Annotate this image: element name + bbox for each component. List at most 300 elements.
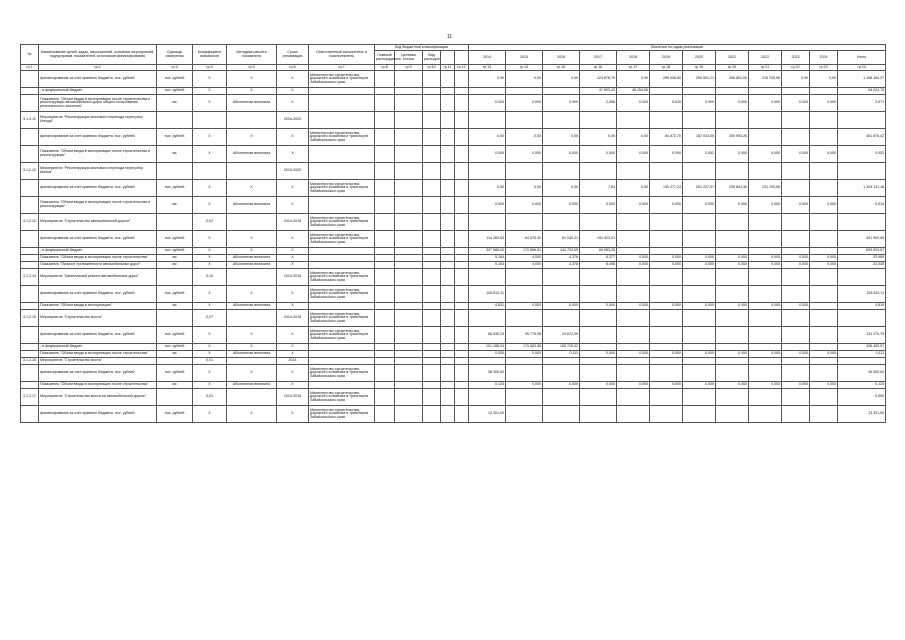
row-kbk-cell <box>375 382 395 389</box>
row-number <box>21 88 39 95</box>
row-unit: тыс. рублей <box>157 88 193 95</box>
row-value: 0,124 <box>838 382 886 389</box>
row-kbk-cell <box>375 365 395 382</box>
row-value: 0,000 <box>810 351 838 358</box>
row-unit: км <box>157 197 193 214</box>
row-value: 13 301,00 <box>469 406 506 423</box>
row-value <box>838 310 886 327</box>
row-kbk-cell <box>395 406 423 423</box>
row-value <box>716 358 749 365</box>
row-value: 0,015 <box>650 95 683 112</box>
row-coefficient: 0,15 <box>193 269 227 286</box>
row-value <box>580 358 617 365</box>
row-value: 61 040,21 <box>543 231 580 248</box>
row-value <box>782 163 810 180</box>
row-value: 0,000 <box>580 197 617 214</box>
header-name: Наименование целей, задач, мероприятий, основных мероприятий, подпрограмм, показателей, источников финансирования <box>39 45 157 65</box>
row-responsible: Министерство строительства, дорожного хозяйства и транспорта Забайкальского края <box>309 389 375 406</box>
row-kbk-cell <box>375 344 395 351</box>
row-value <box>469 269 506 286</box>
row-value: 131 170,79 <box>838 327 886 344</box>
row-value <box>782 406 810 423</box>
row-value: 0,000 <box>506 351 543 358</box>
column-number: гр.10 <box>423 65 441 71</box>
row-kbk-cell <box>395 389 423 406</box>
row-method: Абсолютная величина <box>227 95 277 112</box>
header-year: 2019 <box>650 51 683 65</box>
row-value <box>543 88 580 95</box>
row-description: финансирование за счет краевого бюджета, тыс. рублей <box>39 327 157 344</box>
row-kbk-cell <box>455 231 469 248</box>
row-value: 0,000 <box>650 262 683 269</box>
row-value: 0,00 <box>543 180 580 197</box>
row-responsible <box>309 255 375 262</box>
row-responsible <box>309 351 375 358</box>
row-value: 0,00 <box>469 71 506 88</box>
row-unit: тыс. рублей <box>157 286 193 303</box>
column-number: гр.13 <box>469 65 506 71</box>
row-value: 0,00 <box>617 129 650 146</box>
row-value <box>580 406 617 423</box>
row-value <box>543 112 580 129</box>
row-coefficient: X <box>193 255 227 262</box>
row-value: 13 301,00 <box>838 406 886 423</box>
row-value: 0,000 <box>810 95 838 112</box>
row-kbk-cell <box>455 365 469 382</box>
row-term: X <box>277 231 309 248</box>
row-value: 36 300,00 <box>838 365 886 382</box>
row-number <box>21 303 39 310</box>
row-value <box>838 269 886 286</box>
row-kbk-cell <box>455 112 469 129</box>
table-row <box>21 146 886 163</box>
row-value: 23,989 <box>838 255 886 262</box>
row-kbk-cell <box>375 95 395 112</box>
table-row <box>21 197 886 214</box>
row-kbk-cell <box>455 344 469 351</box>
row-value: 0,000 <box>749 382 782 389</box>
row-method <box>227 214 277 231</box>
header-kbk-2: Вид расходов <box>423 51 441 65</box>
row-kbk-cell <box>395 112 423 129</box>
header-year-values: Значения по годам реализации <box>469 45 886 51</box>
row-value: 0,000 <box>543 197 580 214</box>
row-term: X <box>277 382 309 389</box>
row-number <box>21 286 39 303</box>
row-description: Показатель "Объем ввода в эксплуатацию после строительства и реконструкции автомобильных дорог общего пользования регионального значения" <box>39 95 157 112</box>
row-value <box>617 344 650 351</box>
row-value: 231 705,56 <box>749 180 782 197</box>
row-value: 4,819 <box>838 303 886 310</box>
row-responsible <box>309 344 375 351</box>
row-value: 0,000 <box>506 197 543 214</box>
row-kbk-cell <box>423 112 441 129</box>
header-year: 2023 <box>782 51 810 65</box>
row-value <box>683 365 716 382</box>
header-kbk-0: Главный распорядитель <box>375 51 395 65</box>
row-value <box>580 344 617 351</box>
table-row <box>21 71 886 88</box>
row-coefficient <box>193 112 227 129</box>
row-kbk-cell <box>375 129 395 146</box>
row-value <box>617 163 650 180</box>
row-responsible <box>309 88 375 95</box>
column-number: гр.5 <box>227 65 277 71</box>
row-kbk-cell <box>395 71 423 88</box>
row-kbk-cell <box>441 248 455 255</box>
row-unit: км <box>157 382 193 389</box>
row-kbk-cell <box>395 262 423 269</box>
row-value <box>469 88 506 95</box>
column-number: гр.8 <box>375 65 395 71</box>
row-unit: тыс. рублей <box>157 71 193 88</box>
row-value: 251 227,07 <box>683 180 716 197</box>
row-kbk-cell <box>395 214 423 231</box>
row-kbk-cell <box>423 214 441 231</box>
table-row <box>21 255 886 262</box>
header-coefficient: Коэффициент значимости <box>193 45 227 65</box>
row-value <box>617 214 650 231</box>
row-value: 94 024,75 <box>838 88 886 95</box>
row-kbk-cell <box>455 180 469 197</box>
row-value: 0,000 <box>810 262 838 269</box>
row-coefficient: X <box>193 262 227 269</box>
row-value: 151 923,31 <box>580 231 617 248</box>
row-value <box>810 129 838 146</box>
row-value: 4,831 <box>469 303 506 310</box>
row-value <box>617 389 650 406</box>
row-responsible <box>309 248 375 255</box>
row-method: X <box>227 231 277 248</box>
row-value <box>716 269 749 286</box>
row-value <box>749 327 782 344</box>
row-kbk-cell <box>395 197 423 214</box>
row-value <box>716 389 749 406</box>
row-value: 0,000 <box>650 197 683 214</box>
row-value: 0,000 <box>580 351 617 358</box>
row-unit: тыс. рублей <box>157 327 193 344</box>
row-value <box>650 327 683 344</box>
row-value: 0,000 <box>716 382 749 389</box>
column-number: гр.24 <box>838 65 886 71</box>
header-year: 2024 <box>810 51 838 65</box>
row-kbk-cell <box>455 389 469 406</box>
table-row <box>21 286 886 303</box>
column-number: гр.14 <box>506 65 543 71</box>
row-kbk-cell <box>375 197 395 214</box>
table-row <box>21 358 886 365</box>
row-kbk-cell <box>395 351 423 358</box>
row-description: финансирование за счет краевого бюджета, тыс. рублей <box>39 406 157 423</box>
row-value <box>580 365 617 382</box>
row-value: 105 810,11 <box>838 286 886 303</box>
row-kbk-cell <box>455 358 469 365</box>
column-number: гр.22 <box>782 65 810 71</box>
row-kbk-cell <box>423 327 441 344</box>
row-value <box>506 358 543 365</box>
row-value: 0,052 <box>683 146 716 163</box>
row-unit: км <box>157 146 193 163</box>
row-coefficient: X <box>193 231 227 248</box>
row-value <box>716 406 749 423</box>
row-responsible <box>309 303 375 310</box>
header-year: 2017 <box>580 51 617 65</box>
row-value <box>749 214 782 231</box>
row-kbk-cell <box>423 344 441 351</box>
row-value: 0,000 <box>683 255 716 262</box>
row-number: 3.1.2.17 <box>21 389 39 406</box>
row-kbk-cell <box>375 146 395 163</box>
table-row <box>21 214 886 231</box>
row-value: 47 893,42 <box>580 88 617 95</box>
row-value <box>469 358 506 365</box>
row-value: 0,000 <box>683 95 716 112</box>
row-kbk-cell <box>375 248 395 255</box>
row-value: 0,000 <box>782 146 810 163</box>
row-kbk-cell <box>375 180 395 197</box>
row-kbk-cell <box>423 406 441 423</box>
row-value: 0,000 <box>543 95 580 112</box>
row-kbk-cell <box>395 180 423 197</box>
row-kbk-cell <box>395 310 423 327</box>
row-responsible <box>309 197 375 214</box>
row-responsible <box>309 163 375 180</box>
row-value: 0,00 <box>506 180 543 197</box>
header-year: 2018 <box>617 51 650 65</box>
header-year: 2014 <box>469 51 506 65</box>
row-kbk-cell <box>423 129 441 146</box>
row-number <box>21 248 39 255</box>
row-value <box>838 214 886 231</box>
row-responsible: Министерство строительства, дорожного хозяйства и транспорта Забайкальского края <box>309 71 375 88</box>
row-value: 0,000 <box>650 351 683 358</box>
row-value: 0,000 <box>716 197 749 214</box>
row-kbk-cell <box>441 163 455 180</box>
row-value: 36 300,00 <box>469 365 506 382</box>
table-row <box>21 389 886 406</box>
row-number <box>21 197 39 214</box>
row-method: X <box>227 71 277 88</box>
row-responsible: Министерство строительства, дорожного хозяйства и транспорта Забайкальского края <box>309 310 375 327</box>
column-number: гр.17 <box>617 65 650 71</box>
row-method: Абсолютная величина <box>227 262 277 269</box>
table-row <box>21 351 886 358</box>
row-value: 0,000 <box>506 382 543 389</box>
row-kbk-cell <box>455 303 469 310</box>
row-value <box>580 327 617 344</box>
row-value: 0,000 <box>782 197 810 214</box>
row-term: 2014-2016 <box>277 389 309 406</box>
row-kbk-cell <box>375 269 395 286</box>
row-kbk-cell <box>455 382 469 389</box>
row-responsible: Министерство строительства, дорожного хозяйства и транспорта Забайкальского края <box>309 365 375 382</box>
row-value: 0,000 <box>749 146 782 163</box>
row-value <box>810 88 838 95</box>
row-description: Мероприятие "Строительство моста" <box>39 310 157 327</box>
table-row <box>21 231 886 248</box>
row-term: X <box>277 344 309 351</box>
row-value: 0,000 <box>506 303 543 310</box>
row-coefficient: 0,01 <box>193 358 227 365</box>
row-value <box>650 358 683 365</box>
row-kbk-cell <box>441 146 455 163</box>
row-term: X <box>277 351 309 358</box>
row-value <box>716 286 749 303</box>
row-value <box>810 163 838 180</box>
row-number <box>21 327 39 344</box>
page-number: 11 <box>447 34 453 40</box>
row-value <box>810 310 838 327</box>
row-kbk-cell <box>395 255 423 262</box>
row-value: 693 903,57 <box>838 248 886 255</box>
row-kbk-cell <box>441 71 455 88</box>
row-description: финансирование за счет краевого бюджета, тыс. рублей <box>39 365 157 382</box>
row-method: X <box>227 344 277 351</box>
row-value <box>749 248 782 255</box>
row-value <box>683 389 716 406</box>
column-number: гр.11 <box>441 65 455 71</box>
row-unit: тыс. рублей <box>157 180 193 197</box>
row-value <box>749 231 782 248</box>
column-number: гр.2 <box>39 65 157 71</box>
row-value <box>810 358 838 365</box>
row-value: 0,014 <box>838 197 886 214</box>
row-value: 24 672,99 <box>543 327 580 344</box>
row-value: 451 876,42 <box>838 129 886 146</box>
row-value: 426 453,97 <box>838 344 886 351</box>
row-kbk-cell <box>441 262 455 269</box>
row-value: 0,000 <box>617 351 650 358</box>
row-kbk-cell <box>375 327 395 344</box>
row-kbk-cell <box>423 146 441 163</box>
row-unit: км <box>157 95 193 112</box>
row-kbk-cell <box>441 389 455 406</box>
column-number: гр.16 <box>580 65 617 71</box>
row-value <box>810 112 838 129</box>
row-kbk-cell <box>375 71 395 88</box>
row-value: 0,00 <box>617 180 650 197</box>
row-value <box>469 310 506 327</box>
row-kbk-cell <box>441 365 455 382</box>
row-value <box>650 269 683 286</box>
row-value: 0,000 <box>650 146 683 163</box>
row-value: 8,458 <box>580 262 617 269</box>
header-year: 2015 <box>506 51 543 65</box>
header-method: Методика расчета показателя <box>227 45 277 65</box>
row-unit <box>157 358 193 365</box>
row-value <box>782 269 810 286</box>
row-unit: тыс. рублей <box>157 231 193 248</box>
row-value <box>469 214 506 231</box>
row-kbk-cell <box>455 406 469 423</box>
row-description: финансирование за счет краевого бюджета, тыс. рублей <box>39 129 157 146</box>
row-description: финансирование за счет краевого бюджета, тыс. рублей <box>39 180 157 197</box>
row-coefficient: X <box>193 327 227 344</box>
row-value <box>810 389 838 406</box>
row-coefficient: X <box>193 95 227 112</box>
row-value: 0,000 <box>749 351 782 358</box>
column-number: гр.15 <box>543 65 580 71</box>
row-value: 0,000 <box>749 262 782 269</box>
row-value <box>716 231 749 248</box>
row-value <box>543 389 580 406</box>
row-unit <box>157 214 193 231</box>
row-method <box>227 112 277 129</box>
row-kbk-cell <box>395 88 423 95</box>
row-value: 391 902,55 <box>838 231 886 248</box>
row-value: 0,000 <box>716 303 749 310</box>
row-kbk-cell <box>395 344 423 351</box>
row-value <box>617 112 650 129</box>
row-kbk-cell <box>441 303 455 310</box>
row-unit: тыс. рублей <box>157 365 193 382</box>
row-kbk-cell <box>395 382 423 389</box>
row-value <box>650 214 683 231</box>
column-number: гр.4 <box>193 65 227 71</box>
row-coefficient: X <box>193 180 227 197</box>
row-coefficient: X <box>193 88 227 95</box>
row-term: X <box>277 146 309 163</box>
row-term: 2014-2016 <box>277 310 309 327</box>
program-table <box>20 44 886 423</box>
row-value: 0,000 <box>683 303 716 310</box>
header-year: 2021 <box>716 51 749 65</box>
table-row <box>21 327 886 344</box>
row-kbk-cell <box>441 310 455 327</box>
row-value: 4,376 <box>543 255 580 262</box>
row-value: 1 198 164,27 <box>838 71 886 88</box>
row-value: 0,000 <box>617 146 650 163</box>
row-value <box>469 163 506 180</box>
row-value <box>543 358 580 365</box>
row-value: 0,000 <box>810 382 838 389</box>
row-value <box>683 112 716 129</box>
row-value: 0,000 <box>716 351 749 358</box>
row-coefficient: X <box>193 71 227 88</box>
row-kbk-cell <box>455 286 469 303</box>
row-value <box>810 327 838 344</box>
row-kbk-cell <box>441 255 455 262</box>
row-term: X <box>277 95 309 112</box>
row-value: 0,00 <box>543 71 580 88</box>
row-kbk-cell <box>395 327 423 344</box>
row-value <box>810 248 838 255</box>
row-value: 0,000 <box>617 197 650 214</box>
row-value: 0,000 <box>543 382 580 389</box>
row-kbk-cell <box>375 255 395 262</box>
table-row <box>21 88 886 95</box>
row-responsible: Министерство строительства, дорожного хозяйства и транспорта Забайкальского края <box>309 286 375 303</box>
row-description: Показатель "Объем ввода в эксплуатацию после строительства и реконструкции" <box>39 146 157 163</box>
row-value: 0,00 <box>469 180 506 197</box>
header-responsible: Ответственный исполнитель и соисполнитель <box>309 45 375 65</box>
row-value <box>838 163 886 180</box>
row-value <box>782 88 810 95</box>
column-number: гр.23 <box>810 65 838 71</box>
row-value: 5,164 <box>469 255 506 262</box>
row-value: 0,124 <box>469 382 506 389</box>
row-method <box>227 310 277 327</box>
row-kbk-cell <box>423 197 441 214</box>
row-term: X <box>277 365 309 382</box>
row-value <box>580 286 617 303</box>
row-term: X <box>277 129 309 146</box>
row-description: Показатель "Прирост протяженности автомобильных дорог" <box>39 262 157 269</box>
row-value <box>650 344 683 351</box>
row-term: 2014-2016 <box>277 214 309 231</box>
row-value <box>810 365 838 382</box>
table-row <box>21 129 886 146</box>
